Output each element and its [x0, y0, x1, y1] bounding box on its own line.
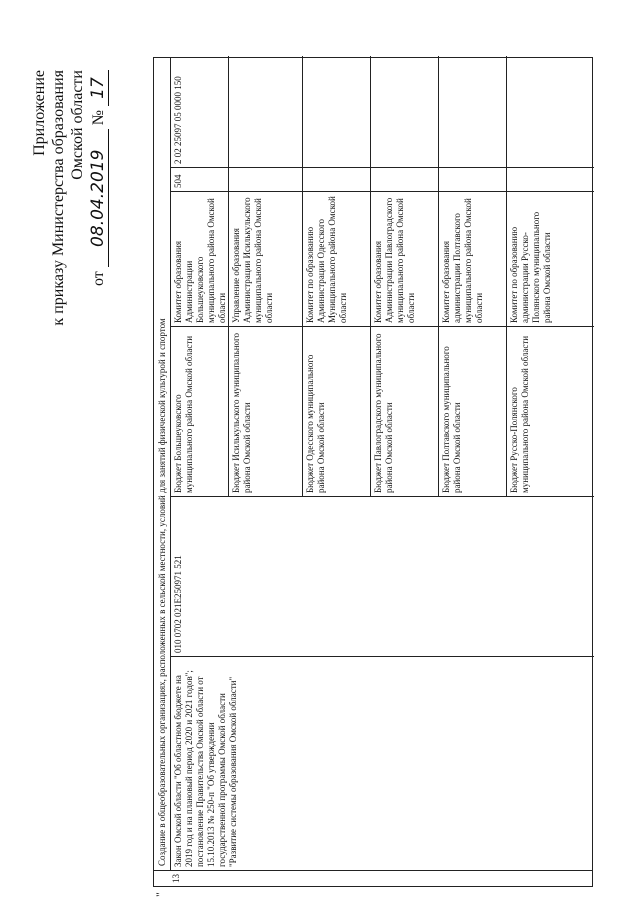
handwritten-number: 17 [89, 70, 109, 106]
number-label: № [90, 110, 107, 126]
income-code-cell [229, 56, 302, 191]
department-code [507, 167, 594, 191]
income-code-cell [507, 56, 594, 191]
table-row [171, 56, 228, 496]
appendix-header [30, 70, 109, 326]
budget-name: Бюджет Большеуковского муниципального района Омской области [171, 326, 228, 496]
table-row [302, 56, 370, 496]
date-number-row [89, 70, 109, 326]
department-code [439, 167, 506, 191]
income-code [439, 161, 443, 167]
table-row [506, 56, 594, 496]
opening-quote: " [153, 892, 167, 897]
income-code [303, 161, 307, 167]
income-code [371, 161, 375, 167]
legal-basis-cell: Закон Омской области "Об областном бюджете на 2019 год и на плановый период 2020 и 2021 годов"; постановление Правительства Омской области от 15.10.2013 № 250-п "Об утверждении государственной программы Омской области "Развитие системы образования Омской области" [171, 656, 594, 870]
administrator-name: Управление образования Администрации Исилькульского муниципального района Омской области [229, 191, 302, 326]
administrator-name: Комитет по образованию Администрации Одесского Муниципального района Омской области [303, 191, 370, 326]
income-code-cell [439, 56, 506, 191]
income-code: 2 02 25097 05 0000 150 [173, 76, 183, 164]
from-label: от [90, 271, 107, 287]
budget-classification-cell: 010 0702 021E250971 521 [171, 496, 594, 656]
administrator-name: Комитет по образованию администрации Русско-Полянского муниципального района Омской области [507, 191, 594, 326]
income-code-cell [171, 56, 228, 191]
income-code [507, 161, 511, 167]
table-row [438, 56, 506, 496]
administrator-name: Комитет образования Администрации Павлоградского муниципального района Омской области [371, 191, 438, 326]
region-name: Омской области [69, 70, 86, 180]
budget-name: Бюджет Русско-Полянского муниципального района Омской области [507, 326, 594, 496]
recipient-budgets [171, 56, 594, 496]
row-title: Создание в общеобразовательных организациях, расположенных в сельской местности, условий для занятий физической культурой и спортом [154, 58, 171, 870]
budget-name: Бюджет Исилькульского муниципального района Омской области [229, 326, 302, 496]
department-code: 504 [171, 167, 228, 191]
table-row [370, 56, 438, 496]
table-row [228, 56, 302, 496]
budget-name: Бюджет Одесского муниципального района Омской области [303, 326, 370, 496]
order-reference: к приказу Министерства образования [50, 70, 67, 326]
income-code [229, 161, 233, 167]
handwritten-date: 08.04.2019 [89, 129, 109, 267]
income-code-cell [371, 56, 438, 191]
administrator-name: Комитет образования Администрации Большеуковского муниципального района Омской области [171, 191, 228, 326]
administrator-name: Комитет образования администрации Полтавского муниципального района Омской области [439, 191, 506, 326]
budget-name: Бюджет Полтавского муниципального района Омской области [439, 326, 506, 496]
department-code [303, 167, 370, 191]
appendix-title: Приложение [31, 70, 48, 156]
department-code [371, 167, 438, 191]
appendix-table [153, 57, 593, 887]
budget-name: Бюджет Павлоградского муниципального района Омской области [371, 326, 438, 496]
income-code-cell [303, 56, 370, 191]
row-number-cell: 13 [154, 870, 592, 886]
department-code [229, 167, 302, 191]
